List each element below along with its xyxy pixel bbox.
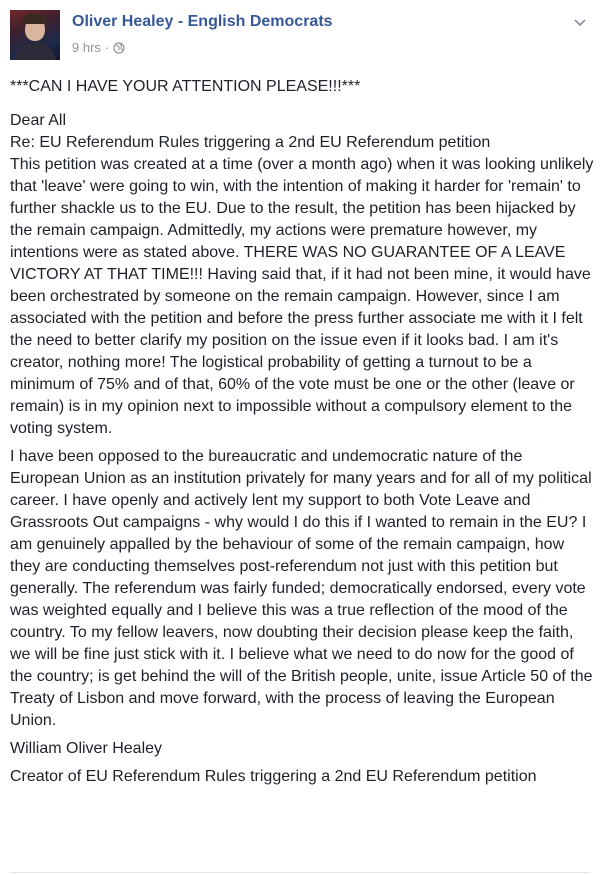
post-header [10, 10, 590, 66]
paragraph-2: I have been opposed to the bureaucratic and undemocratic nature of the European Union as an institution privately for many years and for all of my political career. I have openly and actively lent my support to both Vote Leave and Grassroots Out campaigns - why would I do this if I wanted to remain in the EU? I am genuinely appalled by the behaviour of some of the remain campaign, how they are conducting themselves post-referendum not just with this petition but generally. The referendum was fairly funded; democratically endorsed, every vote was weighted equally and I believe this was a true reflection of the mood of the country. To my fellow leavers, now doubting their decision please keep the faith, we will be fine just stick with it. I believe what we need to do now for the good of the country; is get behind the will of the British people, unite, issue Article 50 of the Treaty of Lisbon and move forward, with the process of leaving the European Union. [10, 448, 593, 729]
avatar-shoulders [14, 42, 56, 60]
paragraph-1: This petition was created at a time (over a month ago) when it was looking unlikely that 'leave' were going to win, with the intention of making it harder for 'remain' to further shackle us to the EU. Due to the result, the petition has been hijacked by the remain campaign. Admittedly, my actions were premature however, my intentions were as stated above. THERE WAS NO GUARANTEE OF A LEAVE VICTORY AT THAT TIME!!! Having said that, if it had not been mine, it would have been orchestrated by someone on the remain campaign. However, since I am associated with the petition and before the press further associate me with it I felt the need to better clarify my position on the issue even if it looks bad. I am it's creator, nothing more! The logistical probability of getting a turnout to be a minimum of 75% and of that, 60% of the vote must be one or the other (leave or remain) is in my opinion next to impossible without a compulsory element to the voting system. [10, 156, 594, 437]
meta-separator: · [104, 40, 110, 55]
greeting: Dear All [10, 112, 67, 129]
author-name-link[interactable]: Oliver Healey - English Democrats [72, 13, 333, 30]
signature: William Oliver Healey [10, 740, 163, 757]
signoff: Creator of EU Referendum Rules triggering a 2nd EU Referendum petition [10, 768, 537, 785]
avatar-hair [23, 14, 47, 24]
globe-icon[interactable] [113, 42, 125, 54]
chevron-down-icon[interactable] [572, 14, 588, 30]
attention-line: ***CAN I HAVE YOUR ATTENTION PLEASE!!!*** [10, 78, 361, 95]
post-timestamp[interactable]: 9 hrs [72, 40, 101, 55]
avatar[interactable] [10, 10, 60, 60]
post-meta [72, 40, 125, 55]
divider [10, 872, 590, 873]
post-content [10, 76, 594, 794]
subject-line: Re: EU Referendum Rules triggering a 2nd EU Referendum petition [10, 134, 491, 151]
